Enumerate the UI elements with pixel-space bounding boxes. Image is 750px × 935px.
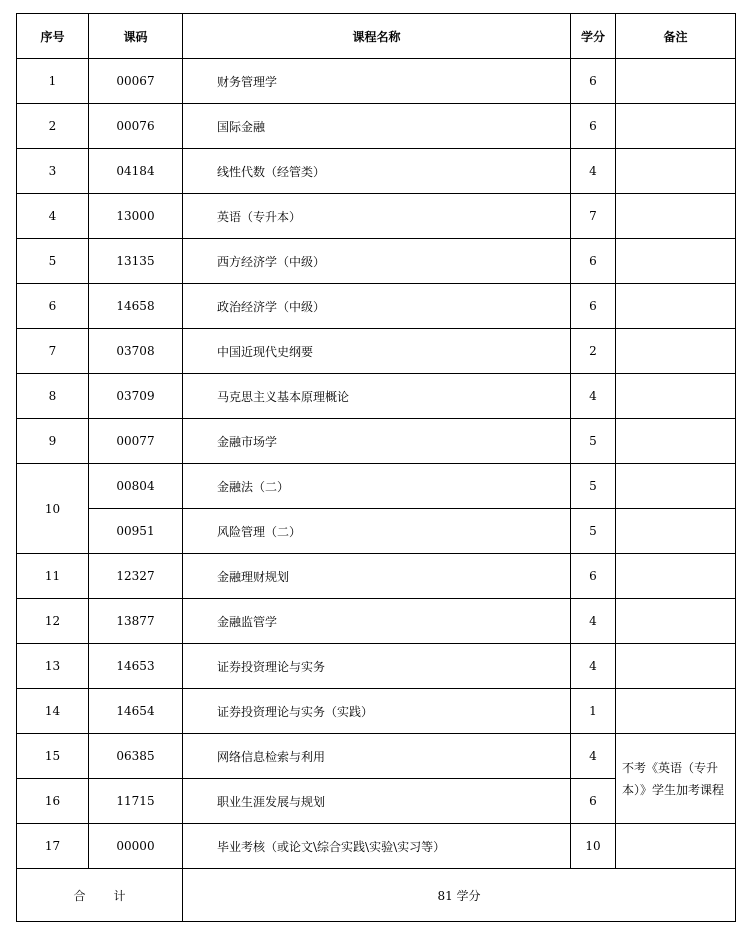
cell-name: 西方经济学（中级） (183, 239, 571, 284)
cell-no: 8 (17, 374, 89, 419)
table-row (17, 194, 736, 239)
cell-name: 金融市场学 (183, 419, 571, 464)
cell-name: 金融监管学 (183, 599, 571, 644)
cell-no: 2 (17, 104, 89, 149)
cell-credits: 6 (571, 284, 616, 329)
cell-credits: 7 (571, 194, 616, 239)
total-label: 合计 (17, 869, 183, 922)
cell-code: 06385 (89, 734, 183, 779)
table-row (17, 149, 736, 194)
header-no: 序号 (17, 14, 89, 59)
cell-code: 13135 (89, 239, 183, 284)
table-row (17, 644, 736, 689)
table-header-row (17, 14, 736, 59)
cell-credits: 1 (571, 689, 616, 734)
cell-no: 15 (17, 734, 89, 779)
cell-credits: 4 (571, 149, 616, 194)
cell-no: 14 (17, 689, 89, 734)
header-remark: 备注 (616, 14, 736, 59)
cell-code: 00804 (89, 464, 183, 509)
cell-remark (616, 194, 736, 239)
cell-no: 6 (17, 284, 89, 329)
cell-code: 14658 (89, 284, 183, 329)
total-row (17, 869, 736, 922)
header-name: 课程名称 (183, 14, 571, 59)
cell-name: 国际金融 (183, 104, 571, 149)
cell-code: 00951 (89, 509, 183, 554)
cell-credits: 10 (571, 824, 616, 869)
cell-credits: 4 (571, 599, 616, 644)
table-row (17, 239, 736, 284)
cell-code: 00000 (89, 824, 183, 869)
cell-remark (616, 239, 736, 284)
table-row (17, 464, 736, 509)
header-credits: 学分 (571, 14, 616, 59)
cell-remark (616, 419, 736, 464)
cell-credits: 5 (571, 464, 616, 509)
cell-remark (616, 554, 736, 599)
table-row (17, 599, 736, 644)
cell-credits: 6 (571, 554, 616, 599)
cell-no: 7 (17, 329, 89, 374)
cell-remark (616, 509, 736, 554)
cell-name: 网络信息检索与利用 (183, 734, 571, 779)
cell-code: 14653 (89, 644, 183, 689)
cell-remark (616, 374, 736, 419)
cell-code: 00076 (89, 104, 183, 149)
cell-credits: 5 (571, 509, 616, 554)
cell-remark (616, 104, 736, 149)
cell-no: 16 (17, 779, 89, 824)
cell-no: 13 (17, 644, 89, 689)
table-row (17, 824, 736, 869)
cell-credits: 6 (571, 59, 616, 104)
cell-no: 5 (17, 239, 89, 284)
table-row (17, 374, 736, 419)
cell-remark (616, 689, 736, 734)
cell-credits: 5 (571, 419, 616, 464)
cell-code: 00077 (89, 419, 183, 464)
cell-no: 10 (17, 464, 89, 554)
cell-remark-merged: 不考《英语（专升本）》学生加考课程 (616, 734, 736, 824)
cell-name: 英语（专升本） (183, 194, 571, 239)
cell-name: 线性代数（经管类） (183, 149, 571, 194)
total-value: 81 学分 (183, 869, 736, 922)
cell-no: 4 (17, 194, 89, 239)
cell-remark (616, 149, 736, 194)
cell-code: 03709 (89, 374, 183, 419)
cell-remark (616, 59, 736, 104)
cell-name: 职业生涯发展与规划 (183, 779, 571, 824)
cell-name: 金融理财规划 (183, 554, 571, 599)
cell-remark (616, 284, 736, 329)
table-row (17, 329, 736, 374)
cell-name: 毕业考核（或论文\综合实践\实验\实习等） (183, 824, 571, 869)
cell-no: 1 (17, 59, 89, 104)
cell-credits: 4 (571, 374, 616, 419)
cell-code: 14654 (89, 689, 183, 734)
cell-name: 证券投资理论与实务 (183, 644, 571, 689)
table-row (17, 689, 736, 734)
cell-no: 9 (17, 419, 89, 464)
cell-code: 04184 (89, 149, 183, 194)
cell-name: 政治经济学（中级） (183, 284, 571, 329)
table-row (17, 104, 736, 149)
cell-credits: 6 (571, 104, 616, 149)
cell-name: 风险管理（二） (183, 509, 571, 554)
cell-code: 11715 (89, 779, 183, 824)
cell-remark (616, 644, 736, 689)
course-table (16, 13, 736, 922)
table-row (17, 284, 736, 329)
cell-credits: 4 (571, 734, 616, 779)
cell-credits: 2 (571, 329, 616, 374)
cell-code: 13877 (89, 599, 183, 644)
cell-name: 马克思主义基本原理概论 (183, 374, 571, 419)
cell-name: 证券投资理论与实务（实践） (183, 689, 571, 734)
cell-credits: 6 (571, 779, 616, 824)
cell-no: 3 (17, 149, 89, 194)
cell-remark (616, 464, 736, 509)
cell-credits: 6 (571, 239, 616, 284)
table-row (17, 554, 736, 599)
cell-name: 中国近现代史纲要 (183, 329, 571, 374)
table-row (17, 59, 736, 104)
cell-name: 金融法（二） (183, 464, 571, 509)
cell-name: 财务管理学 (183, 59, 571, 104)
cell-no: 11 (17, 554, 89, 599)
table-row (17, 419, 736, 464)
table-row (17, 734, 736, 779)
cell-remark (616, 329, 736, 374)
cell-no: 17 (17, 824, 89, 869)
cell-remark (616, 824, 736, 869)
cell-code: 12327 (89, 554, 183, 599)
cell-code: 03708 (89, 329, 183, 374)
cell-credits: 4 (571, 644, 616, 689)
header-code: 课码 (89, 14, 183, 59)
table-row (17, 509, 736, 554)
cell-remark (616, 599, 736, 644)
cell-code: 00067 (89, 59, 183, 104)
cell-code: 13000 (89, 194, 183, 239)
cell-no: 12 (17, 599, 89, 644)
